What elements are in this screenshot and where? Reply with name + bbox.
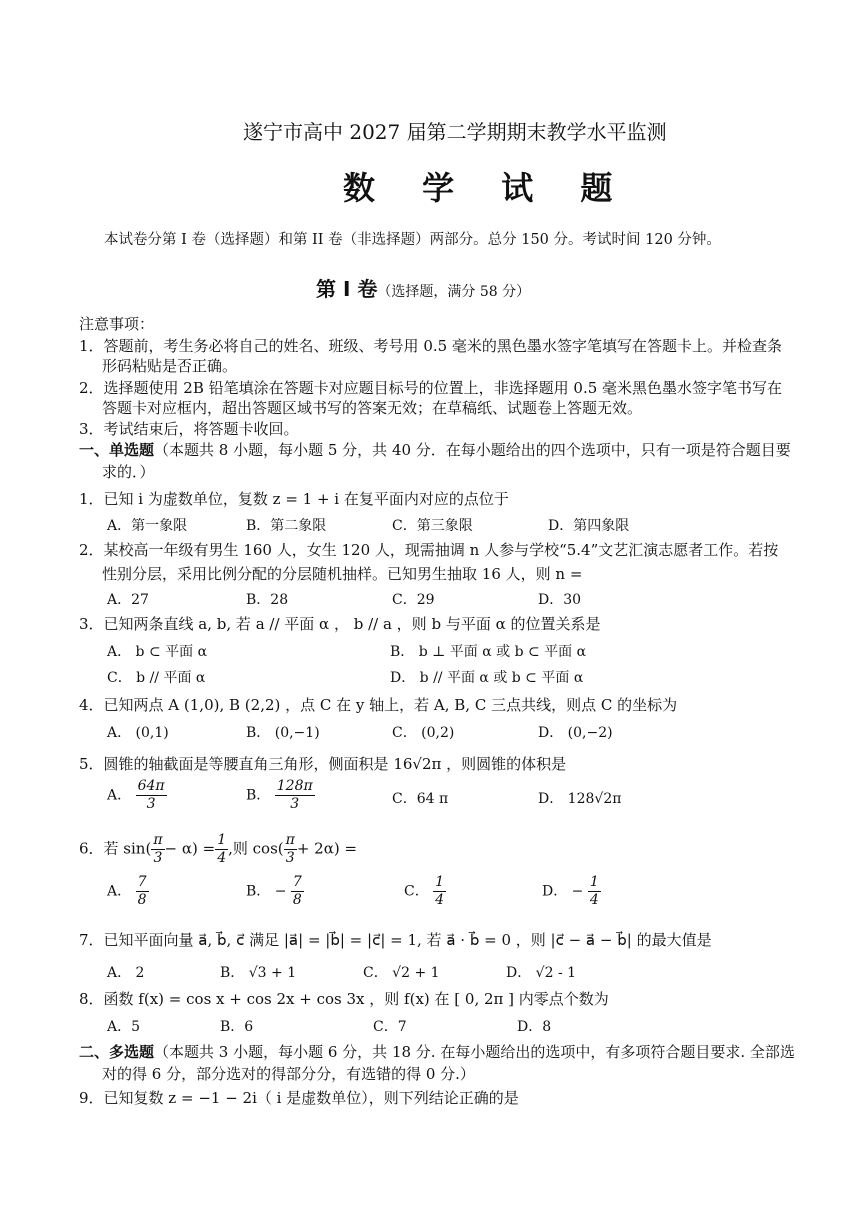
q3-option-d: D． b // 平面 α 或 b ⊂ 平面 α [390,670,584,686]
section-subtitle: （选择题，满分 58 分） [377,284,531,300]
q6-a-num: 7 [137,874,147,890]
question-6-stem [79,832,357,867]
q6-c-label: C． [404,883,429,900]
q5-option-c: C．64 π [392,791,449,807]
q2-option-d: D．30 [538,592,582,608]
notes-heading: 注意事项： [79,315,155,333]
part2-label: 二、多选题 [79,1043,155,1061]
q6-three: 3 [153,850,163,866]
q6-a-den: 8 [137,892,147,908]
q5-b-den: 3 [290,796,300,812]
q6-c-den: 4 [435,892,445,908]
q5-a-num: 64π [137,778,165,794]
q6-d-fraction [588,874,601,909]
q6-mid3: + 2α) = [296,839,358,858]
q8-option-a: A．5 [107,1019,141,1035]
part2-desc: （本题共 3 小题，每小题 6 分，共 18 分. 在每小题给出的选项中，有多项符合题目要求. 全部选 [154,1043,795,1061]
subject-title: 数 学 试 题 [343,169,631,207]
q2-option-a: A．27 [107,592,149,608]
q3-option-c: C． b // 平面 α [107,670,206,686]
q7-option-c: C． √2 + 1 [363,965,440,981]
q4-option-a: A． (0,1) [107,725,169,741]
part1-desc-cont: 求的．） [102,463,155,481]
q4-option-c: C． (0,2) [392,725,455,741]
q6-pi: π [153,832,163,848]
q6-four: 4 [217,850,227,866]
exam-title: 遂宁市高中 2027 届第二学期期末教学水平监测 [243,120,667,144]
part1-label: 一、单选题 [79,441,155,459]
q7-option-b: B． √3 + 1 [220,965,297,981]
q5-b-fraction [275,778,315,813]
q3-option-b: B． b ⊥ 平面 α 或 b ⊂ 平面 α [390,644,587,660]
note-1: 1．答题前，考生务必将自己的姓名、班级、考号用 0.5 毫米的黑色墨水签字笔填写在答题卡上。并检查条 [79,337,782,355]
section-heading [316,273,530,302]
q8-option-c: C．7 [373,1019,407,1035]
q6-a-fraction [136,874,149,909]
q6-d-den: 4 [589,892,599,908]
q5-option-b [246,778,315,813]
q6-b-fraction [291,874,304,909]
part2-heading [79,1041,795,1063]
note-3: 3．考试结束后，将答题卡收回。 [79,420,299,438]
q4-option-b: B． (0,−1) [246,725,320,741]
note-2-cont: 答题卡对应框内，超出答题区域书写的答案无效；在草稿纸、试题卷上答题无效。 [102,399,643,417]
question-9-stem: 9．已知复数 z = −1 − 2i（ i 是虚数单位），则下列结论正确的是 [79,1089,519,1107]
q5-a-label: A． [107,787,132,804]
q4-option-d: D． (0,−2) [538,725,613,741]
q6-mid2: ,则 cos( [228,839,284,858]
q6-d-num: 1 [589,874,599,890]
q6-frac-pi3 [151,832,164,867]
q6-frac-pi3-b [284,832,297,867]
q5-b-num: 128π [276,778,313,794]
part1-heading [79,439,791,461]
part1-desc: （本题共 8 小题，每小题 5 分，共 40 分．在每小题给出的四个选项中，只有一项是符合题目要 [154,441,791,459]
q6-option-d [542,874,601,909]
q6-pi-b: π [285,832,295,848]
q1-option-c: C．第三象限 [392,518,473,534]
q6-b-den: 8 [292,892,302,908]
question-2-stem-cont: 性别分层，采用比例分配的分层随机抽样。已知男生抽取 16 人，则 n = [102,565,583,583]
note-2: 2．选择题使用 2B 铅笔填涂在答题卡对应题目标号的位置上，非选择题用 0.5 毫米黑色墨水签字笔书写在 [79,379,783,397]
q7-option-d: D． √2 - 1 [506,965,577,981]
q5-option-a [107,778,167,813]
q5-a-fraction [136,778,167,813]
q6-c-num: 1 [435,874,445,890]
q3-option-a: A． b ⊂ 平面 α [107,644,208,660]
q6-b-num: 7 [292,874,302,890]
q6-one: 1 [217,832,227,848]
part2-desc-cont: 对的得 6 分，部分选对的得部分分，有选错的得 0 分.） [102,1065,475,1083]
q6-c-fraction [433,874,446,909]
q8-option-d: D．8 [517,1019,552,1035]
q2-option-b: B．28 [246,592,289,608]
section-title: 第 I 卷 [316,277,378,301]
q6-d-label: D． − [542,883,584,900]
q6-frac-quarter [215,832,228,867]
exam-intro: 本试卷分第 I 卷（选择题）和第 II 卷（非选择题）两部分。总分 150 分。考试时间 120 分钟。 [104,232,721,248]
q1-option-a: A．第一象限 [107,518,188,534]
question-5-stem: 5．圆锥的轴截面是等腰直角三角形，侧面积是 16√2π ，则圆锥的体积是 [79,755,567,773]
q5-a-den: 3 [146,796,156,812]
q6-three-b: 3 [285,850,295,866]
q2-option-c: C．29 [392,592,435,608]
q6-prefix: 6．若 sin( [79,839,152,858]
question-8-stem: 8．函数 f(x) = cos x + cos 2x + cos 3x ，则 f(x) 在 [ 0, 2π ] 内零点个数为 [79,990,609,1008]
q6-option-c [404,874,446,909]
q6-option-b [246,874,304,909]
note-1-cont: 形码粘贴是否正确。 [102,357,238,375]
q1-option-d: D．第四象限 [548,518,630,534]
q6-b-label: B． − [246,883,287,900]
q5-b-label: B． [246,787,271,804]
q6-a-label: A． [107,883,132,900]
question-7-stem: 7．已知平面向量 a⃗, b⃗, c⃗ 满足 |a⃗| = |b⃗| = |c⃗| = 1, 若 a⃗ · b⃗ = 0 ，则 |c⃗ − a⃗ − b⃗| 的最大值是 [79,931,712,949]
question-4-stem: 4．已知两点 A (1,0), B (2,2) ，点 C 在 y 轴上，若 A, B, C 三点共线，则点 C 的坐标为 [79,696,678,714]
q1-option-b: B．第二象限 [246,518,327,534]
q5-option-d: D． 128√2π [538,791,622,807]
q6-option-a [107,874,149,909]
q7-option-a: A． 2 [107,965,145,981]
q6-mid1: − α) = [164,839,216,858]
question-2-stem: 2．某校高一年级有男生 160 人，女生 120 人，现需抽调 n 人参与学校“5.4”文艺汇演志愿者工作。若按 [79,541,779,559]
question-3-stem: 3．已知两条直线 a, b, 若 a // 平面 α ， b // a ，则 b 与平面 α 的位置关系是 [79,615,601,633]
q8-option-b: B．6 [220,1019,254,1035]
question-1-stem: 1．已知 i 为虚数单位，复数 z = 1 + i 在复平面内对应的点位于 [79,490,509,508]
